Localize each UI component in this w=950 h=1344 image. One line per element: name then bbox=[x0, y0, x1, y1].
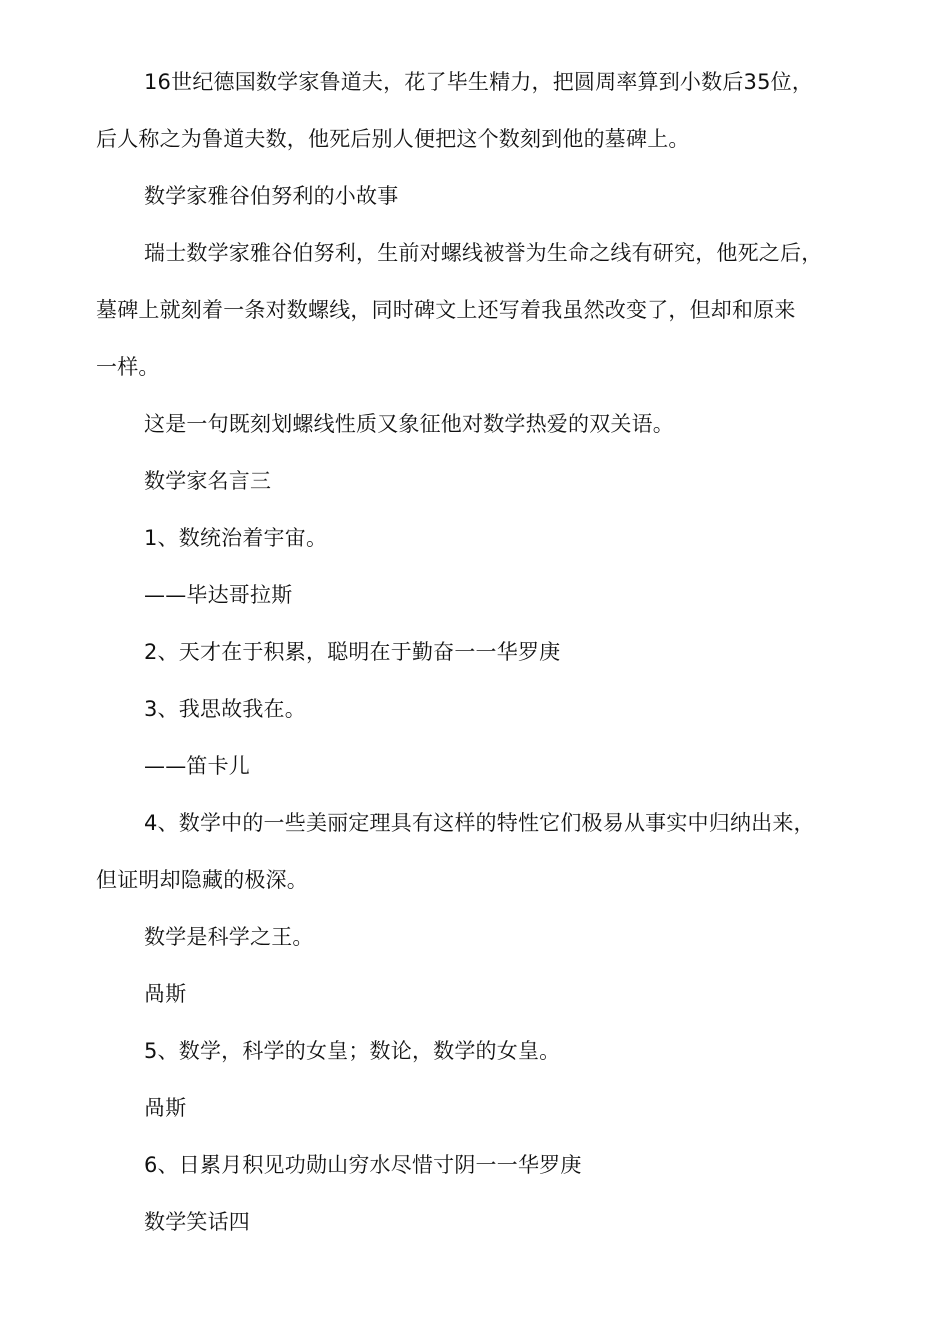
quote-math-king: 数学是科学之王。 bbox=[144, 925, 314, 949]
paragraph-bernoulli-line-2: 墓碑上就刻着一条对数螺线，同时碑文上还写着我虽然改变了，但却和原来 bbox=[96, 298, 796, 322]
paragraph-bernoulli-line-1: 瑞士数学家雅谷伯努利，生前对螺线被誉为生命之线有研究，他死之后， bbox=[144, 241, 823, 265]
quote-2: 2、天才在于积累，聪明在于勤奋一一华罗庚 bbox=[144, 640, 561, 664]
heading-bernoulli-story: 数学家雅谷伯努利的小故事 bbox=[144, 184, 399, 208]
quote-5: 5、数学，科学的女皇；数论，数学的女皇。 bbox=[144, 1039, 561, 1063]
quote-3-author: ——笛卡儿 bbox=[144, 754, 250, 778]
quote-3: 3、我思故我在。 bbox=[144, 697, 306, 721]
quote-1-author: ——毕达哥拉斯 bbox=[144, 583, 293, 607]
quote-4-line-2: 但证明却隐藏的极深。 bbox=[96, 868, 308, 892]
quote-math-king-author: 咼斯 bbox=[144, 982, 187, 1006]
quote-5-author: 咼斯 bbox=[144, 1096, 187, 1120]
quote-4-line-1: 4、数学中的一些美丽定理具有这样的特性它们极易从事实中归纳出来， bbox=[144, 811, 815, 835]
quote-6: 6、日累月积见功勋山穷水尽惜寸阴一一华罗庚 bbox=[144, 1153, 582, 1177]
paragraph-rudolf-line-2: 后人称之为鲁道夫数，他死后别人便把这个数刻到他的墓碑上。 bbox=[96, 127, 690, 151]
paragraph-bernoulli-line-3: 一样。 bbox=[96, 355, 160, 379]
paragraph-pun: 这是一句既刻划螺线性质又象征他对数学热爱的双关语。 bbox=[144, 412, 674, 436]
paragraph-rudolf-line-1: 16世纪德国数学家鲁道夫，花了毕生精力，把圆周率算到小数后35位， bbox=[144, 70, 814, 94]
heading-quotes-three: 数学家名言三 bbox=[144, 469, 272, 493]
quote-1: 1、数统治着宇宙。 bbox=[144, 526, 328, 550]
heading-math-jokes-four: 数学笑话四 bbox=[144, 1210, 250, 1234]
